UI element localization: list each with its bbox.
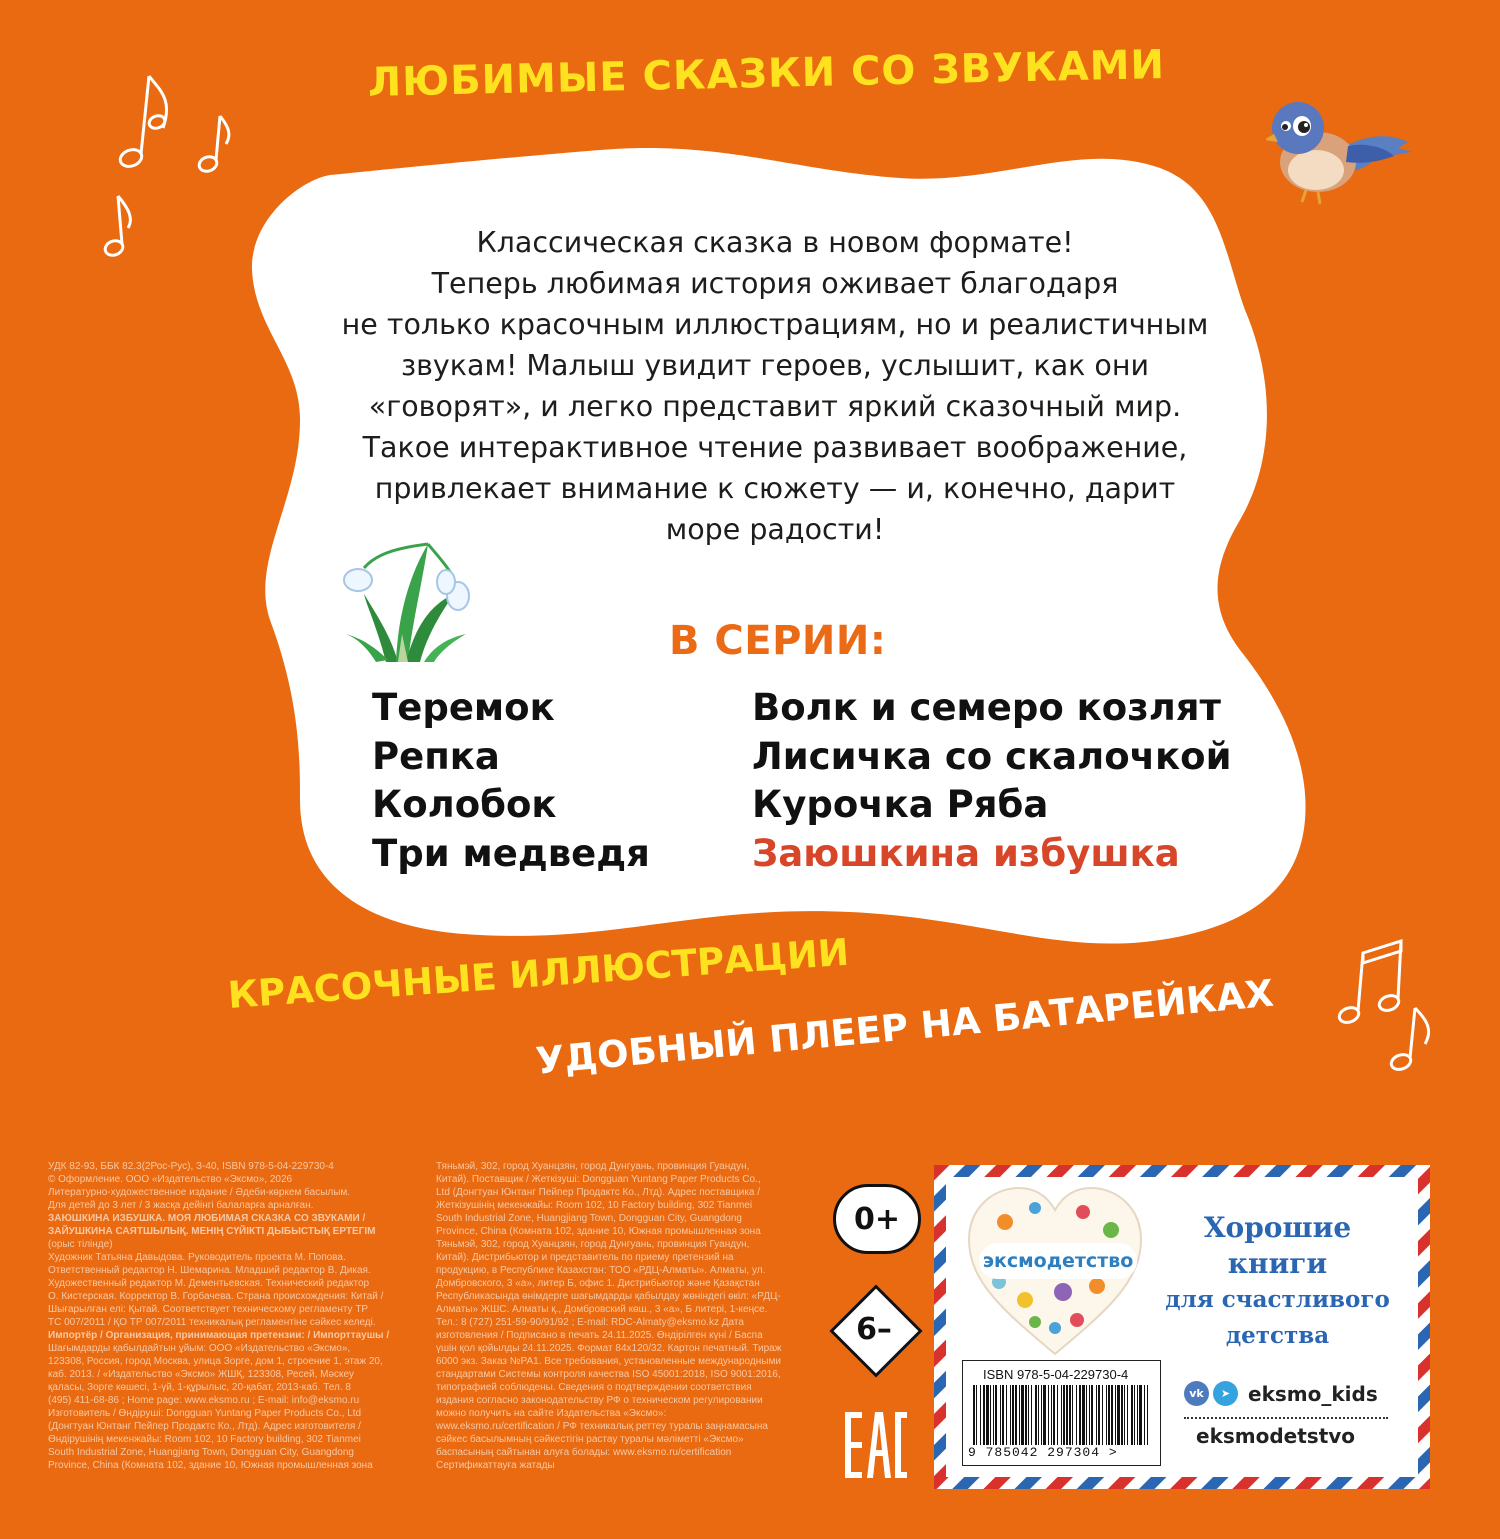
publisher-slogan-line: книги	[1227, 1247, 1328, 1280]
barcode-bar	[1127, 1385, 1128, 1445]
vk-icon[interactable]: vk	[1184, 1381, 1209, 1406]
imprint-line: сәйкес басылымның сәйкестігін растау туралы мәліметті «Эксмо»	[436, 1434, 744, 1445]
imprint-line: Ответственный редактор Н. Шемарина. Младший редактор В. Дикая.	[48, 1265, 371, 1276]
barcode-bar	[1021, 1385, 1024, 1445]
barcode-bar	[1069, 1385, 1071, 1445]
imprint-line: Художник Татьяна Давыдова. Руководитель проекта М. Попова.	[48, 1252, 346, 1263]
imprint-line: Алматы» ЖШС. Алматы қ., Домбровский көш., 3 «а», Б литері, 1-кеңсе.	[436, 1304, 768, 1315]
barcode-bar	[1066, 1385, 1068, 1445]
barcode-bar	[1012, 1385, 1014, 1445]
imprint-line: Республикасында өнімдерге шағымдарды қабылдау жөніндегі өкіл: «РДЦ-	[436, 1291, 781, 1302]
barcode-bar	[1102, 1385, 1103, 1445]
imprint-line: Художественный редактор М. Дементьевская. Технический редактор	[48, 1278, 370, 1289]
publisher-slogan-line: Хорошие	[1203, 1211, 1352, 1244]
imprint-line: ЗАЙУШКИНА САЯТШЫЛЫҚ. МЕНІҢ СҮЙІКТІ ДЫБЫСТЫҚ ЕРТЕГІМ	[48, 1226, 376, 1237]
barcode-bar	[973, 1385, 975, 1445]
publisher-slogan	[1160, 1210, 1395, 1354]
slogan-illustrations: КРАСОЧНЫЕ ИЛЛЮСТРАЦИИ	[226, 930, 851, 1017]
series-item: Теремок	[372, 686, 555, 729]
imprint-line: О. Кистерская. Корректор В. Горбачева. Страна происхождения: Китай /	[48, 1291, 384, 1302]
series-item: Репка	[372, 734, 500, 778]
imprint-line: Тел.: 8 (727) 251-59-90/91/92 ; E-mail: RDC-Almaty@eksmo.kz Дата	[436, 1317, 744, 1328]
description-line: Теперь любимая история оживает благодаря	[431, 267, 1119, 300]
imprint-line: издания согласно законодательству РФ о техническом регулировании	[436, 1395, 763, 1406]
barcode-bar	[1086, 1385, 1087, 1445]
imprint-line: (Донгтуан Юнтанг Пейпер Продактс Ко., Лтд). Адрес изготовителя /	[48, 1421, 361, 1432]
series-item: Лисичка со скалочкой	[752, 734, 1232, 778]
barcode-bar	[1111, 1385, 1113, 1445]
barcode-bar	[1082, 1385, 1085, 1445]
barcode-bar	[993, 1385, 994, 1445]
barcode-bar	[1131, 1385, 1133, 1445]
age-rating-diamond	[835, 1290, 913, 1368]
imprint-line: Импортёр / Организация, принимающая претензии: / Импорттаушы /	[48, 1330, 390, 1341]
barcode-bar	[1144, 1385, 1145, 1445]
publisher-site[interactable]: eksmodetstvo	[1196, 1424, 1356, 1448]
barcode-bar	[980, 1385, 981, 1445]
barcode-bar	[1048, 1385, 1049, 1445]
barcode-bar	[1072, 1385, 1073, 1445]
social-handle-row	[1184, 1381, 1378, 1406]
imprint-line: каб. 2013. / «Издательство «Эксмо» ЖШҚ, 123308, Ресей, Мәскеу	[48, 1369, 354, 1380]
description-line: не только красочным иллюстрациям, но и реалистичным	[341, 308, 1209, 341]
imprint-line: Тяньмэй, 302, город Хуанцзян, город Дунгуань, провинция Гуандун,	[436, 1161, 750, 1172]
imprint-line: қаласы, Зорге көшесі, 1-үй, 1-құрылыс, 20-қабат, 2013-каб. Тел. 8	[48, 1382, 351, 1393]
dotted-divider	[1184, 1417, 1388, 1419]
publisher-logo-text: эксмодетство	[982, 1250, 1134, 1272]
barcode-bar	[1035, 1385, 1037, 1445]
barcode-bar	[990, 1385, 991, 1445]
imprint-line: изготовления / Подписано в печать 24.11.2025. Өндірілген күні / Баспа	[436, 1330, 763, 1341]
barcode-bar	[1108, 1385, 1110, 1445]
imprint-line: www.eksmo.ru/certification / РФ техникалық реттеу туралы заңнамасына	[436, 1421, 768, 1432]
series-list-right	[752, 684, 1232, 878]
series-item: Волк и семеро козлят	[752, 686, 1222, 729]
barcode-bar	[1043, 1385, 1046, 1445]
series-title: ЛЮБИМЫЕ СКАЗКИ СО ЗВУКАМИ	[367, 41, 1166, 106]
barcode-bar	[1147, 1385, 1148, 1445]
barcode-bar	[1019, 1385, 1020, 1445]
imprint-line: Сертификаттауға жатады	[436, 1460, 555, 1471]
barcode-bar	[1000, 1385, 1001, 1445]
barcode-bar	[1091, 1385, 1093, 1445]
barcode-bar	[983, 1385, 985, 1445]
series-list-left	[372, 684, 650, 878]
barcode-bar	[1010, 1385, 1011, 1445]
imprint-line: ТС 007/2011 / ҚО ТР 007/2011 техникалық регламентіне сәйкес келеді.	[48, 1317, 376, 1328]
imprint-line: 123308, Россия, город Москва, улица Зорге, дом 1, строение 1, этаж 20,	[48, 1356, 383, 1367]
description-line: Такое интерактивное чтение развивает воображение,	[362, 431, 1188, 464]
barcode-bar	[1051, 1385, 1052, 1445]
imprint-line: Китай). Поставщик / Жеткізуші: Dongguan Yuntang Paper Products Co.,	[436, 1174, 761, 1185]
imprint-column-2	[436, 1160, 821, 1472]
imprint-line: стандартами Системы контроля качества ISO 45001:2018, ISO 9001:2016,	[436, 1369, 781, 1380]
imprint-line: Өндірушінің мекенжайы: Room 102, 10 Factory building, 302 Tianmei	[48, 1434, 361, 1445]
imprint-line: типографией соблюдены. Сведения о подтверждении соответствия	[436, 1382, 752, 1393]
publisher-slogan-line: детства	[1225, 1322, 1330, 1349]
imprint-line: Ltd (Донгтуан Юнтанг Пейпер Продактс Ко., Лтд). Адрес поставщика /	[436, 1187, 761, 1198]
description	[330, 222, 1220, 550]
barcode-bar	[1006, 1385, 1007, 1445]
imprint-line: Литературно-художественное издание / Әдеби-көркем басылым.	[48, 1187, 351, 1198]
imprint-line: Province, China (Комната 102, здание 10, Южная промышленная зона	[48, 1460, 373, 1471]
social-handle[interactable]: eksmo_kids	[1248, 1381, 1378, 1406]
barcode-bar	[1015, 1385, 1017, 1445]
imprint-line: © Оформление. ООО «Издательство «Эксмо», 2026	[48, 1174, 293, 1185]
barcode-bar	[1115, 1385, 1116, 1445]
slogan-player: УДОБНЫЙ ПЛЕЕР НА БАТАРЕЙКАХ	[534, 971, 1276, 1083]
imprint-line: Для детей до 3 лет / 3 жасқа дейінгі балаларға арналған.	[48, 1200, 314, 1211]
isbn-barcode	[962, 1360, 1161, 1466]
imprint-line: УДК 82-93, ББК 82.3(2Рос-Рус), З-40, ISBN 978-5-04-229730-4	[48, 1161, 334, 1172]
barcode-bar	[995, 1385, 997, 1445]
imprint-line: Шағымдарды қабылдайтын ұйым: ООО «Издательство «Эксмо»,	[48, 1343, 351, 1354]
eac-certification-mark	[845, 1412, 907, 1478]
imprint-line: Тяньмэй, 302, город Хуанцзян, город Дунгуань, провинция Гуандун,	[436, 1239, 750, 1250]
imprint-line: 6000 экз. Заказ №РА1. Все требования, установленные международными	[436, 1356, 781, 1367]
barcode-bars	[973, 1385, 1151, 1445]
barcode-bar	[1106, 1385, 1107, 1445]
barcode-bar	[1089, 1385, 1090, 1445]
description-line: Классическая сказка в новом формате!	[476, 226, 1074, 259]
imprint-line: Province, China (Комната 102, здание 10, Южная промышленная зона	[436, 1226, 761, 1237]
imprint-line: South Industrial Zone, Huangjiang Town, Dongguan City, Guangdong	[48, 1447, 354, 1458]
imprint-line: Домбровского, 3 «а», литер Б, офис 1. Дистрибьютор және Қазақстан	[436, 1278, 760, 1289]
barcode-bar	[1028, 1385, 1029, 1445]
age-rating-badge: 0+	[833, 1184, 921, 1254]
barcode-bar	[976, 1385, 977, 1445]
barcode-bar	[1002, 1385, 1004, 1445]
barcode-bar	[1139, 1385, 1142, 1445]
description-line: привлекает внимание к сюжету — и, конечно, дарит	[374, 472, 1176, 505]
description-line: «говорят», и легко представит яркий сказочный мир.	[368, 390, 1182, 423]
barcode-bar	[1117, 1385, 1120, 1445]
barcode-bar	[1061, 1385, 1062, 1445]
imprint-line: Китай). Дистрибьютор и представитель по приему претензий на	[436, 1252, 734, 1263]
imprint-line: баспасының сайтынан алуға болады: www.eksmo.ru/certification	[436, 1447, 732, 1458]
telegram-icon[interactable]: ➤	[1213, 1381, 1238, 1406]
age-rating-label: 6–	[856, 1311, 892, 1347]
barcode-bar	[1134, 1385, 1135, 1445]
imprint-line: Изготовитель / Өндіруші: Dongguan Yuntang Paper Products Co., Ltd	[48, 1408, 362, 1419]
series-item: Курочка Ряба	[752, 783, 1049, 826]
barcode-bar	[1038, 1385, 1039, 1445]
barcode-bar	[1079, 1385, 1081, 1445]
barcode-bar	[1041, 1385, 1042, 1445]
imprint-line: Шығарылған елі: Қытай. Соответствует техническому регламенту ТР	[48, 1304, 369, 1315]
barcode-bar	[1031, 1385, 1032, 1445]
barcode-bar	[1096, 1385, 1097, 1445]
snowdrop-flower-icon	[336, 534, 486, 664]
description-line: море радости!	[665, 513, 885, 546]
imprint-column-1	[48, 1160, 428, 1472]
barcode-bar	[1063, 1385, 1065, 1445]
imprint-line: Жеткізушінің мекенжайы: Room 102, 10 Factory building, 302 Tianmei	[436, 1200, 753, 1211]
barcode-bar	[1025, 1385, 1027, 1445]
description-line: звукам! Малыш увидит героев, услышит, как они	[400, 349, 1150, 382]
publisher-slogan-line: для счастливого	[1165, 1286, 1390, 1313]
imprint-line: (495) 411-68-86 ; Home page: www.eksmo.ru ; E-mail: info@eksmo.ru	[48, 1395, 360, 1406]
barcode-bar	[1124, 1385, 1125, 1445]
imprint-line: үшін қол қойылды 24.11.2025. Формат 84x120/32. Картон печатный. Тираж	[436, 1343, 782, 1354]
barcode-bar	[1076, 1385, 1077, 1445]
series-item-current: Заюшкина избушка	[752, 831, 1180, 875]
series-item: Три медведя	[372, 831, 650, 875]
series-item: Колобок	[372, 783, 557, 826]
imprint-line: можно получить на сайте Издательства «Эксмо»:	[436, 1408, 667, 1419]
barcode-bar	[1057, 1385, 1058, 1445]
barcode-bar	[1137, 1385, 1138, 1445]
barcode-bar	[986, 1385, 989, 1445]
isbn-label: ISBN 978-5-04-229730-4	[983, 1367, 1129, 1382]
imprint-line: ЗАЮШКИНА ИЗБУШКА. МОЯ ЛЮБИМАЯ СКАЗКА СО ЗВУКАМИ /	[48, 1213, 366, 1224]
barcode-bar	[1121, 1385, 1123, 1445]
barcode-digits: 9 785042 297304 >	[968, 1445, 1118, 1460]
bird-icon	[1266, 92, 1416, 212]
barcode-bar	[1098, 1385, 1100, 1445]
imprint-line: South Industrial Zone, Huangjiang Town, Dongguan City, Guangdong	[436, 1213, 742, 1224]
imprint-line: (орыс тілінде)	[48, 1239, 113, 1250]
series-heading: В СЕРИИ:	[669, 618, 887, 664]
barcode-bar	[1053, 1385, 1055, 1445]
imprint-line: продукцию, в Республике Казахстан: ТОО «РДЦ-Алматы». Алматы, ул.	[436, 1265, 766, 1276]
